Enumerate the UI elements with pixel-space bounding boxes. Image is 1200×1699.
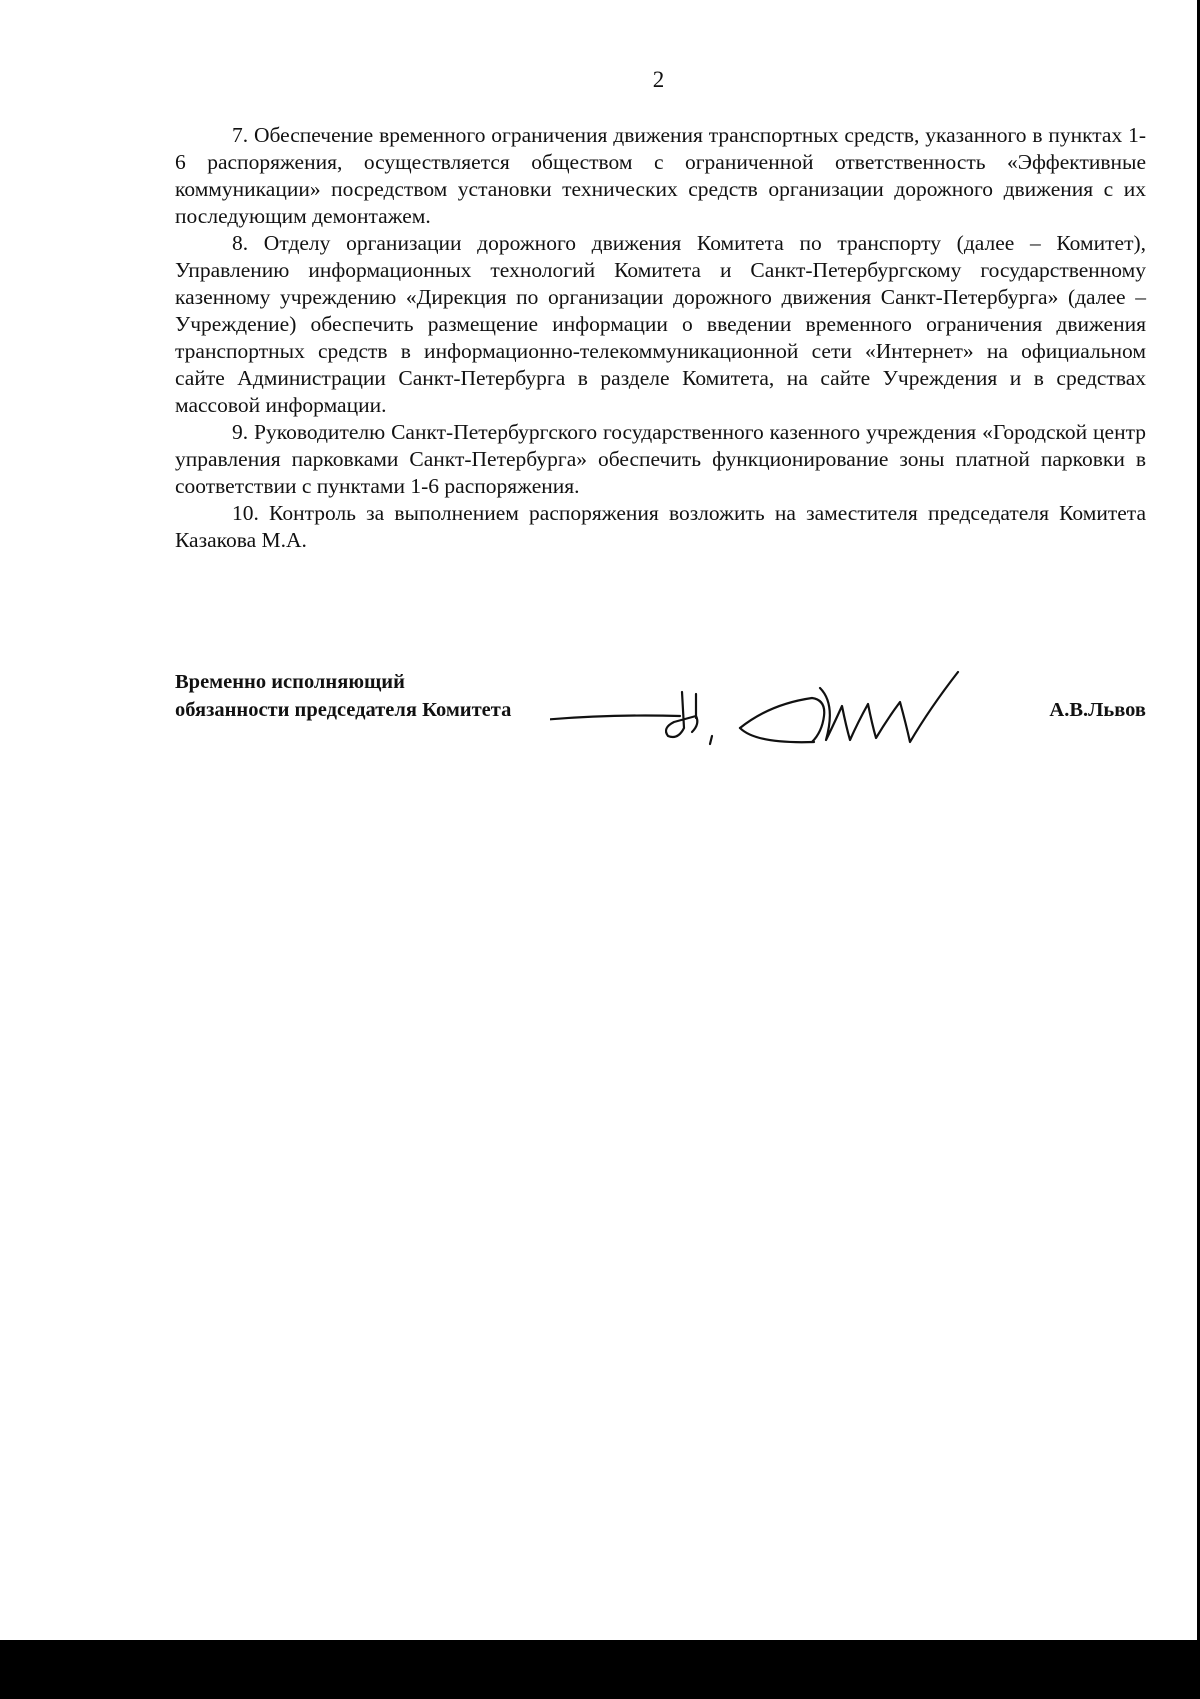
- document-body: [175, 122, 1146, 554]
- signature-block: [175, 668, 1146, 758]
- signer-role-line-2: обязанности председателя Комитета: [175, 699, 512, 721]
- paragraph-8: 8. Отделу организации дорожного движения Комитета по транспорту (далее – Комитет), Управлению информационных технологий Комитета и Санкт-Петербургскому государственному казенному учреждению «Дирекция по организации дорожного движения Санкт-Петербурга» (далее – Учреждение) обеспечить размещение информации о введении временного ограничения движения транспортных средств в информационно-телекоммуникационной сети «Интернет» на официальном сайте Администрации Санкт-Петербурга в разделе Комитета, на сайте Учреждения и в средствах массовой информации.: [175, 231, 1146, 417]
- paragraph-9: 9. Руководителю Санкт-Петербургского государственного казенного учреждения «Городской центр управления парковками Санкт-Петербурга» обеспечить функционирование зоны платной парковки в соответствии с пунктами 1-6 распоряжения.: [175, 420, 1146, 498]
- handwritten-signature: [550, 658, 1020, 758]
- page-number: 2: [652, 67, 665, 92]
- signer-name: А.В.Львов: [1049, 699, 1146, 721]
- signer-role-line-1: Временно исполняющий: [175, 671, 405, 693]
- paragraph-7: 7. Обеспечение временного ограничения движения транспортных средств, указанного в пунктах 1-6 распоряжения, осуществляется обществом с ограниченной ответственность «Эффективные коммуникации» посредством установки технических средств организации дорожного движения с их последующим демонтажем.: [175, 123, 1146, 228]
- signer-role: [175, 668, 511, 724]
- paragraph-10: 10. Контроль за выполнением распоряжения возложить на заместителя председателя Комитета Казакова М.А.: [175, 501, 1146, 552]
